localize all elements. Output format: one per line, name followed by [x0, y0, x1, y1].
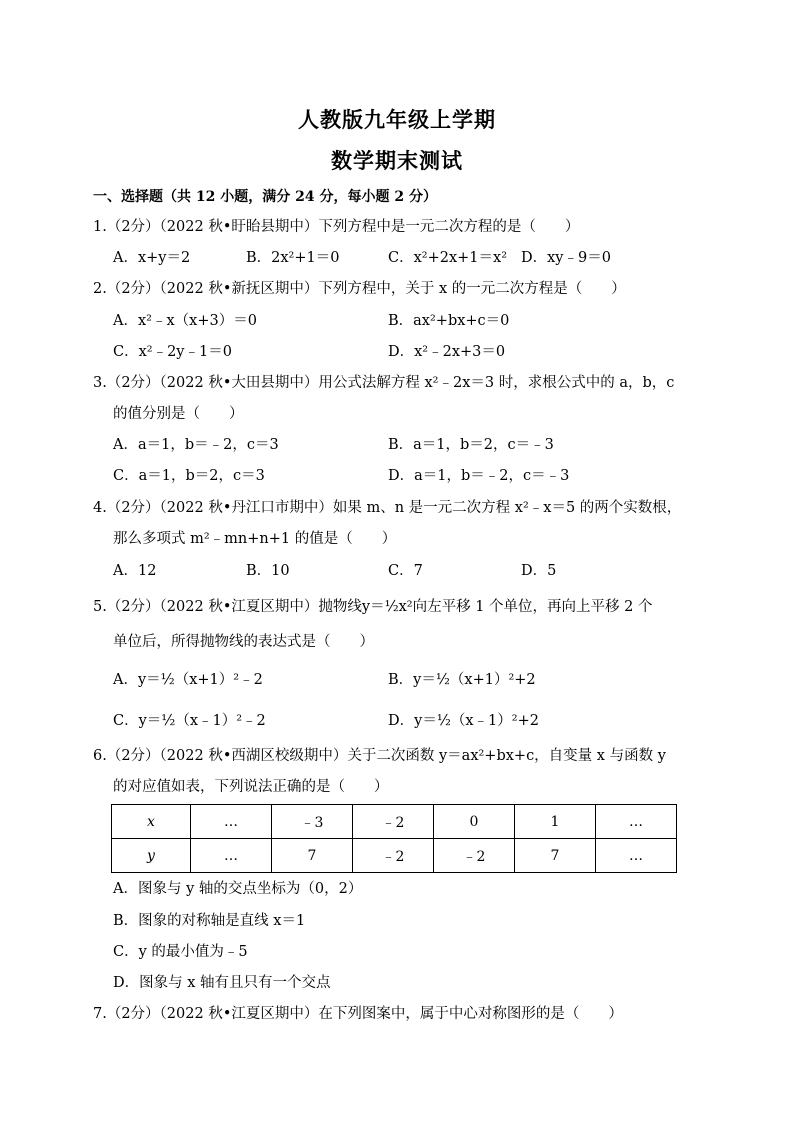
question-1-stem: 1.（2分）（2022 秋•盱眙县期中）下列方程中是一元二次方程的是（ ） — [93, 219, 580, 235]
table-cell: … — [191, 839, 272, 873]
q6-option-d: D．图象与 x 轴有且只有一个交点 — [113, 975, 331, 991]
q1-option-d: D．xy﹣9＝0 — [521, 250, 611, 266]
table-cell: ﹣2 — [353, 805, 434, 839]
q1-option-b: B．2x²+1＝0 — [246, 250, 340, 266]
q1-option-c: C．x²+2x+1＝x² — [388, 250, 508, 266]
q2-option-a: A．x²﹣x（x+3）＝0 — [113, 313, 257, 329]
q6-option-c: C．y 的最小值为﹣5 — [113, 944, 248, 960]
table-cell: … — [596, 805, 677, 839]
q5-option-b: B．y＝½（x+1）²+2 — [388, 672, 536, 688]
q4-option-b: B．10 — [246, 563, 290, 579]
page-subtitle: 数学期末测试 — [331, 148, 463, 173]
q3-option-a: A．a＝1，b＝﹣2，c＝3 — [113, 437, 279, 453]
q3-option-b: B．a＝1，b＝2，c＝﹣3 — [388, 437, 554, 453]
q4-option-d: D．5 — [521, 563, 557, 579]
value-table — [111, 804, 677, 873]
q4-option-a: A．12 — [113, 563, 157, 579]
table-row-x — [112, 805, 677, 839]
q1-option-a: A．x+y＝2 — [113, 250, 191, 266]
q2-option-b: B．ax²+bx+c＝0 — [388, 313, 510, 329]
page-title: 人教版九年级上学期 — [298, 107, 496, 132]
question-7-stem: 7.（2分）（2022 秋•江夏区期中）在下列图案中，属于中心对称图形的是（ ） — [93, 1006, 623, 1022]
q6-option-b: B．图象的对称轴是直线 x＝1 — [113, 913, 306, 929]
table-cell: x — [112, 805, 191, 839]
table-cell: ﹣2 — [353, 839, 434, 873]
question-4-stem-cont: 那么多项式 m²﹣mn+n+1 的值是（ ） — [113, 531, 397, 547]
table-cell: … — [191, 805, 272, 839]
q6-option-a: A．图象与 y 轴的交点坐标为（0，2） — [113, 881, 363, 897]
question-6-stem: 6.（2分）（2022 秋•西湖区校级期中）关于二次函数 y＝ax²+bx+c，自变量 x 与函数 y — [93, 748, 666, 764]
question-6-stem-cont: 的对应值如表，下列说法正确的是（ ） — [113, 779, 389, 795]
table-cell: ﹣3 — [272, 805, 353, 839]
table-row-y — [112, 839, 677, 873]
question-4-stem: 4.（2分）（2022 秋•丹江口市期中）如果 m、n 是一元二次方程 x²﹣x＝5 的两个实数根， — [93, 500, 682, 516]
table-cell: ﹣2 — [434, 839, 515, 873]
section-heading: 一、选择题（共 12 小题，满分 24 分，每小题 2 分） — [93, 189, 437, 205]
q5-option-d: D．y＝½（x﹣1）²+2 — [388, 713, 539, 729]
question-3-stem: 3.（2分）（2022 秋•大田县期中）用公式法解方程 x²﹣2x＝3 时，求根公式中的 a，b，c — [93, 375, 675, 391]
table-cell: … — [596, 839, 677, 873]
q5-option-c: C．y＝½（x﹣1）²﹣2 — [113, 713, 266, 729]
q2-option-c: C．x²﹣2y﹣1＝0 — [113, 344, 232, 360]
question-5-stem-cont: 单位后，所得抛物线的表达式是（ ） — [113, 634, 374, 650]
table-cell: 1 — [515, 805, 596, 839]
question-3-stem-cont: 的值分别是（ ） — [113, 406, 244, 422]
table-cell: y — [112, 839, 191, 873]
question-5-stem: 5.（2分）（2022 秋•江夏区期中）抛物线y＝½x²向左平移 1 个单位，再向上平移 2 个 — [93, 599, 653, 615]
table-cell: 0 — [434, 805, 515, 839]
q2-option-d: D．x²﹣2x+3＝0 — [388, 344, 506, 360]
q3-option-c: C．a＝1，b＝2，c＝3 — [113, 468, 265, 484]
q3-option-d: D．a＝1，b＝﹣2，c＝﹣3 — [388, 468, 570, 484]
table-cell: 7 — [272, 839, 353, 873]
q5-option-a: A．y＝½（x+1）²﹣2 — [113, 672, 263, 688]
table-cell: 7 — [515, 839, 596, 873]
question-2-stem: 2.（2分）（2022 秋•新抚区期中）下列方程中，关于 x 的一元二次方程是（ ） — [93, 281, 626, 297]
q4-option-c: C．7 — [388, 563, 423, 579]
